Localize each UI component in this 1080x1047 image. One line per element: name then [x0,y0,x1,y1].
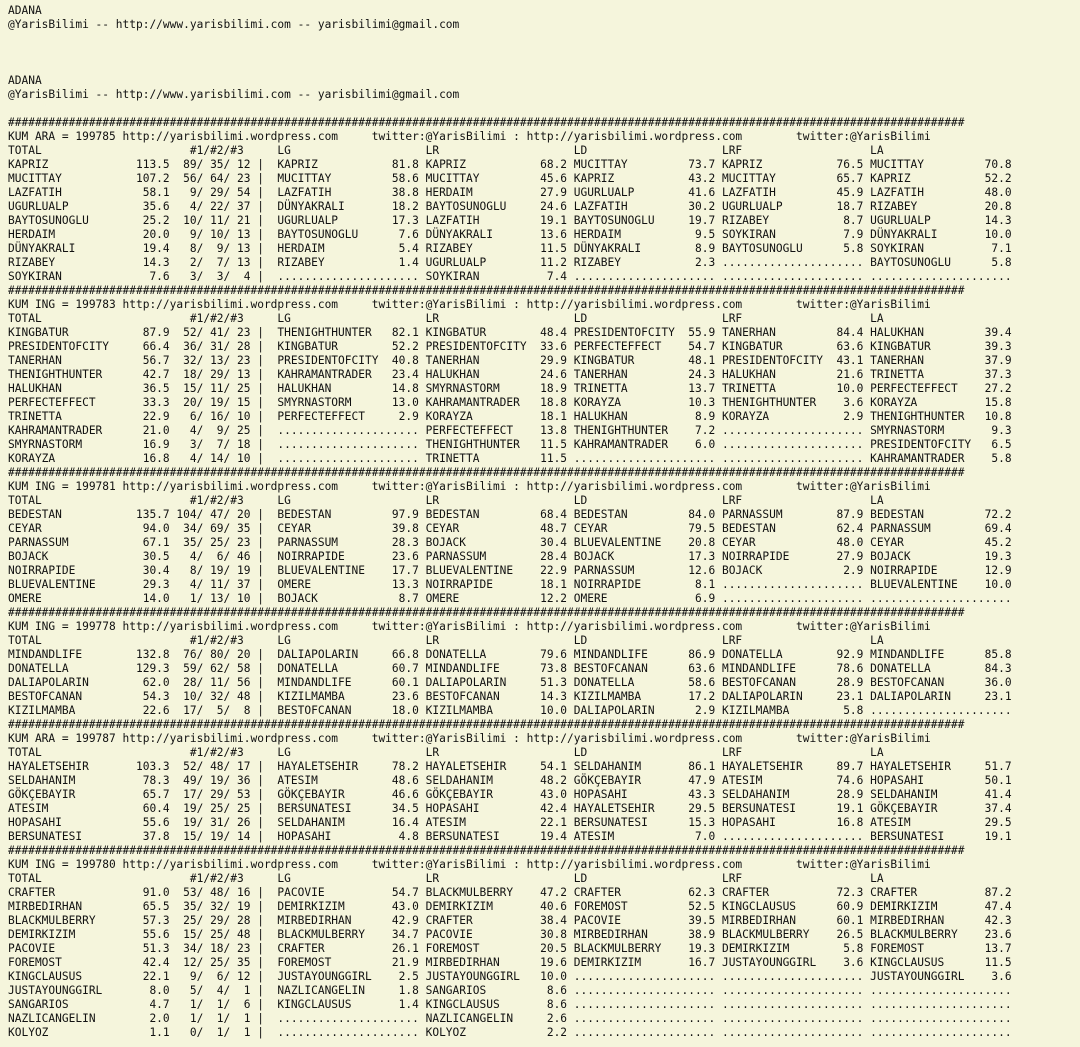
horse-stats-row: DALIAPOLARIN 62.0 28/ 11/ 56 | MINDANDLIFE 60.1 DALIAPOLARIN 51.3 DONATELLA 58.6 BESTOFCANAN 28.9 BESTOFCANAN 36.0 [8,676,1012,689]
column-header-row: TOTAL #1/#2/#3 LG LR LD LRF LA [8,746,884,759]
horse-stats-row: JUSTAYOUNGGIRL 8.0 5/ 4/ 1 | NAZLICANGELIN 1.8 SANGARIOS 8.6 ..................... ..................... ..................... [8,984,1012,997]
horse-stats-row: KINGCLAUSUS 22.1 9/ 6/ 12 | JUSTAYOUNGGIRL 2.5 JUSTAYOUNGGIRL 10.0 ..................... ..................... JUSTAYOUNGGIRL 3.6 [8,970,1012,983]
column-header-row: TOTAL #1/#2/#3 LG LR LD LRF LA [8,634,884,647]
horse-stats-row: KOLYOZ 1.1 0/ 1/ 1 | ..................... KOLYOZ 2.2 ..................... ..................... ..................... [8,1026,1012,1039]
column-header-row: TOTAL #1/#2/#3 LG LR LD LRF LA [8,144,884,157]
horse-stats-row: BERSUNATESI 37.8 15/ 19/ 14 | HOPASAHI 4.8 BERSUNATESI 19.4 ATESIM 7.0 ..................... BERSUNATESI 19.1 [8,830,1012,843]
section-divider: ############################################################################################################################################## [8,284,965,297]
horse-stats-row: DEMIRKIZIM 55.6 15/ 25/ 48 | BLACKMULBERRY 34.7 PACOVIE 30.8 MIRBEDIRHAN 38.9 BLACKMULBERRY 26.5 BLACKMULBERRY 23.6 [8,928,1012,941]
horse-stats-row: PRESIDENTOFCITY 66.4 36/ 31/ 28 | KINGBATUR 52.2 PRESIDENTOFCITY 33.6 PERFECTEFFECT 54.7 KINGBATUR 63.6 KINGBATUR 39.3 [8,340,1012,353]
horse-stats-row: SMYRNASTORM 16.9 3/ 7/ 18 | ..................... THENIGHTHUNTER 11.5 KAHRAMANTRADER 6.0 ..................... PRESIDENTOFCITY 6.5 [8,438,1012,451]
venue-title: ADANA [8,74,42,87]
blank-line [8,32,1080,46]
horse-stats-row: NOIRRAPIDE 30.4 8/ 19/ 19 | BLUEVALENTINE 17.7 BLUEVALENTINE 22.9 PARNASSUM 12.6 BOJACK 2.9 NOIRRAPIDE 12.9 [8,564,1012,577]
section-divider: ############################################################################################################################################## [8,116,965,129]
horse-stats-row: THENIGHTHUNTER 42.7 18/ 29/ 13 | KAHRAMANTRADER 23.4 HALUKHAN 24.6 TANERHAN 24.3 HALUKHAN 21.6 TRINETTA 37.3 [8,368,1012,381]
horse-stats-row: HAYALETSEHIR 103.3 52/ 48/ 17 | HAYALETSEHIR 78.2 HAYALETSEHIR 54.1 SELDAHANIM 86.1 HAYALETSEHIR 89.7 HAYALETSEHIR 51.7 [8,760,1012,773]
race-header: KUM ING = 199781 http://yarisbilimi.wordpress.com twitter:@YarisBilimi : http://yarisbilimi.wordpress.com twitter:@YarisBilimi [8,480,931,493]
contact-line: @YarisBilimi -- http://www.yarisbilimi.com -- yarisbilimi@gmail.com [8,88,460,101]
race-header: KUM ARA = 199787 http://yarisbilimi.wordpress.com twitter:@YarisBilimi : http://yarisbilimi.wordpress.com twitter:@YarisBilimi [8,732,931,745]
venue-title: ADANA [8,4,42,17]
horse-stats-row: BAYTOSUNOGLU 25.2 10/ 11/ 21 | UGURLUALP 17.3 LAZFATIH 19.1 BAYTOSUNOGLU 19.7 RIZABEY 8.7 UGURLUALP 14.3 [8,214,1012,227]
horse-stats-row: GÖKÇEBAYIR 65.7 17/ 29/ 53 | GÖKÇEBAYIR 46.6 GÖKÇEBAYIR 43.0 HOPASAHI 43.3 SELDAHANIM 28.9 SELDAHANIM 41.4 [8,788,1012,801]
section-divider: ############################################################################################################################################## [8,606,965,619]
horse-stats-row: DÜNYAKRALI 19.4 8/ 9/ 13 | HERDAIM 5.4 RIZABEY 11.5 DÜNYAKRALI 8.9 BAYTOSUNOGLU 5.8 SOYKIRAN 7.1 [8,242,1012,255]
horse-stats-row: BESTOFCANAN 54.3 10/ 32/ 48 | KIZILMAMBA 23.6 BESTOFCANAN 14.3 KIZILMAMBA 17.2 DALIAPOLARIN 23.1 DALIAPOLARIN 23.1 [8,690,1012,703]
horse-stats-row: CEYAR 94.0 34/ 69/ 35 | CEYAR 39.8 CEYAR 48.7 CEYAR 79.5 BEDESTAN 62.4 PARNASSUM 69.4 [8,522,1012,535]
horse-stats-row: ATESIM 60.4 19/ 25/ 25 | BERSUNATESI 34.5 HOPASAHI 42.4 HAYALETSEHIR 29.5 BERSUNATESI 19.1 GÖKÇEBAYIR 37.4 [8,802,1012,815]
horse-stats-row: CRAFTER 91.0 53/ 48/ 16 | PACOVIE 54.7 BLACKMULBERRY 47.2 CRAFTER 62.3 CRAFTER 72.3 CRAFTER 87.2 [8,886,1012,899]
horse-stats-row: PACOVIE 51.3 34/ 18/ 23 | CRAFTER 26.1 FOREMOST 20.5 BLACKMULBERRY 19.3 DEMIRKIZIM 5.8 FOREMOST 13.7 [8,942,1012,955]
horse-stats-row: KAHRAMANTRADER 21.0 4/ 9/ 25 | ..................... PERFECTEFFECT 13.8 THENIGHTHUNTER 7.2 ..................... SMYRNASTORM 9.3 [8,424,1012,437]
column-header-row: TOTAL #1/#2/#3 LG LR LD LRF LA [8,494,884,507]
race-header: KUM ARA = 199785 http://yarisbilimi.wordpress.com twitter:@YarisBilimi : http://yarisbilimi.wordpress.com twitter:@YarisBilimi [8,130,931,143]
race-header: KUM ING = 199778 http://yarisbilimi.wordpress.com twitter:@YarisBilimi : http://yarisbilimi.wordpress.com twitter:@YarisBilimi [8,620,931,633]
race-header: KUM ING = 199783 http://yarisbilimi.wordpress.com twitter:@YarisBilimi : http://yarisbilimi.wordpress.com twitter:@YarisBilimi [8,298,931,311]
horse-stats-row: MUCITTAY 107.2 56/ 64/ 23 | MUCITTAY 58.6 MUCITTAY 45.6 KAPRIZ 43.2 MUCITTAY 65.7 KAPRIZ 52.2 [8,172,1012,185]
horse-stats-row: NAZLICANGELIN 2.0 1/ 1/ 1 | ..................... NAZLICANGELIN 2.6 ..................... ..................... ..................... [8,1012,1012,1025]
horse-stats-row: KORAYZA 16.8 4/ 14/ 10 | ..................... TRINETTA 11.5 ..................... ..................... KAHRAMANTRADER 5.8 [8,452,1012,465]
horse-stats-row: BLACKMULBERRY 57.3 25/ 29/ 28 | MIRBEDIRHAN 42.9 CRAFTER 38.4 PACOVIE 39.5 MIRBEDIRHAN 60.1 MIRBEDIRHAN 42.3 [8,914,1012,927]
horse-stats-row: OMERE 14.0 1/ 13/ 10 | BOJACK 8.7 OMERE 12.2 OMERE 6.9 ..................... ..................... [8,592,1012,605]
horse-stats-row: HOPASAHI 55.6 19/ 31/ 26 | SELDAHANIM 16.4 ATESIM 22.1 BERSUNATESI 15.3 HOPASAHI 16.8 ATESIM 29.5 [8,816,1012,829]
horse-stats-row: MINDANDLIFE 132.8 76/ 80/ 20 | DALIAPOLARIN 66.8 DONATELLA 79.6 MINDANDLIFE 86.9 DONATELLA 92.9 MINDANDLIFE 85.8 [8,648,1012,661]
horse-stats-row: PERFECTEFFECT 33.3 20/ 19/ 15 | SMYRNASTORM 13.0 KAHRAMANTRADER 18.8 KORAYZA 10.3 THENIGHTHUNTER 3.6 KORAYZA 15.8 [8,396,1012,409]
horse-stats-row: PARNASSUM 67.1 35/ 25/ 23 | PARNASSUM 28.3 BOJACK 30.4 BLUEVALENTINE 20.8 CEYAR 48.0 CEYAR 45.2 [8,536,1012,549]
section-divider: ############################################################################################################################################## [8,466,965,479]
horse-stats-row: MIRBEDIRHAN 65.5 35/ 32/ 19 | DEMIRKIZIM 43.0 DEMIRKIZIM 40.6 FOREMOST 52.5 KINGCLAUSUS 60.9 DEMIRKIZIM 47.4 [8,900,1012,913]
blank-line [8,46,1080,60]
blank-line [8,60,1080,74]
contact-line: @YarisBilimi -- http://www.yarisbilimi.com -- yarisbilimi@gmail.com [8,18,460,31]
horse-stats-row: HALUKHAN 36.5 15/ 11/ 25 | HALUKHAN 14.8 SMYRNASTORM 18.9 TRINETTA 13.7 TRINETTA 10.0 PERFECTEFFECT 27.2 [8,382,1012,395]
horse-stats-row: DONATELLA 129.3 59/ 62/ 58 | DONATELLA 60.7 MINDANDLIFE 73.8 BESTOFCANAN 63.6 MINDANDLIFE 78.6 DONATELLA 84.3 [8,662,1012,675]
horse-stats-row: HERDAIM 20.0 9/ 10/ 13 | BAYTOSUNOGLU 7.6 DÜNYAKRALI 13.6 HERDAIM 9.5 SOYKIRAN 7.9 DÜNYAKRALI 10.0 [8,228,1012,241]
horse-stats-row: SOYKIRAN 7.6 3/ 3/ 4 | ..................... SOYKIRAN 7.4 ..................... ..................... ..................... [8,270,1012,283]
horse-stats-row: TRINETTA 22.9 6/ 16/ 10 | PERFECTEFFECT 2.9 KORAYZA 18.1 HALUKHAN 8.9 KORAYZA 2.9 THENIGHTHUNTER 10.8 [8,410,1012,423]
horse-stats-row: SANGARIOS 4.7 1/ 1/ 6 | KINGCLAUSUS 1.4 KINGCLAUSUS 8.6 ..................... ..................... ..................... [8,998,1012,1011]
horse-stats-row: BOJACK 30.5 4/ 6/ 46 | NOIRRAPIDE 23.6 PARNASSUM 28.4 BOJACK 17.3 NOIRRAPIDE 27.9 BOJACK 19.3 [8,550,1012,563]
horse-stats-row: KIZILMAMBA 22.6 17/ 5/ 8 | BESTOFCANAN 18.0 KIZILMAMBA 10.0 DALIAPOLARIN 2.9 KIZILMAMBA 5.8 ..................... [8,704,1012,717]
horse-stats-row: SELDAHANIM 78.3 49/ 19/ 36 | ATESIM 48.6 SELDAHANIM 48.2 GÖKÇEBAYIR 47.9 ATESIM 74.6 HOPASAHI 50.1 [8,774,1012,787]
column-header-row: TOTAL #1/#2/#3 LG LR LD LRF LA [8,872,884,885]
horse-stats-row: LAZFATIH 58.1 9/ 29/ 54 | LAZFATIH 38.8 HERDAIM 27.9 UGURLUALP 41.6 LAZFATIH 45.9 LAZFATIH 48.0 [8,186,1012,199]
horse-stats-row: KAPRIZ 113.5 89/ 35/ 12 | KAPRIZ 81.8 KAPRIZ 68.2 MUCITTAY 73.7 KAPRIZ 76.5 MUCITTAY 70.8 [8,158,1012,171]
column-header-row: TOTAL #1/#2/#3 LG LR LD LRF LA [8,312,884,325]
horse-stats-row: FOREMOST 42.4 12/ 25/ 35 | FOREMOST 21.9 MIRBEDIRHAN 19.6 DEMIRKIZIM 16.7 JUSTAYOUNGGIRL 3.6 KINGCLAUSUS 11.5 [8,956,1012,969]
race-header: KUM ING = 199780 http://yarisbilimi.wordpress.com twitter:@YarisBilimi : http://yarisbilimi.wordpress.com twitter:@YarisBilimi [8,858,931,871]
horse-stats-row: RIZABEY 14.3 2/ 7/ 13 | RIZABEY 1.4 UGURLUALP 11.2 RIZABEY 2.3 ..................... BAYTOSUNOGLU 5.8 [8,256,1012,269]
horse-stats-row: UGURLUALP 35.6 4/ 22/ 37 | DÜNYAKRALI 18.2 BAYTOSUNOGLU 24.6 LAZFATIH 30.2 UGURLUALP 18.7 RIZABEY 20.8 [8,200,1012,213]
horse-stats-row: TANERHAN 56.7 32/ 13/ 23 | PRESIDENTOFCITY 40.8 TANERHAN 29.9 KINGBATUR 48.1 PRESIDENTOFCITY 43.1 TANERHAN 37.9 [8,354,1012,367]
section-divider: ############################################################################################################################################## [8,844,965,857]
horse-stats-row: BLUEVALENTINE 29.3 4/ 11/ 37 | OMERE 13.3 NOIRRAPIDE 18.1 NOIRRAPIDE 8.1 ..................... BLUEVALENTINE 10.0 [8,578,1012,591]
horse-stats-row: BEDESTAN 135.7 104/ 47/ 20 | BEDESTAN 97.9 BEDESTAN 68.4 BEDESTAN 84.0 PARNASSUM 87.9 BEDESTAN 72.2 [8,508,1012,521]
section-divider: ############################################################################################################################################## [8,718,965,731]
blank-line [8,102,1080,116]
horse-stats-row: KINGBATUR 87.9 52/ 41/ 23 | THENIGHTHUNTER 82.1 KINGBATUR 48.4 PRESIDENTOFCITY 55.9 TANERHAN 84.4 HALUKHAN 39.4 [8,326,1012,339]
